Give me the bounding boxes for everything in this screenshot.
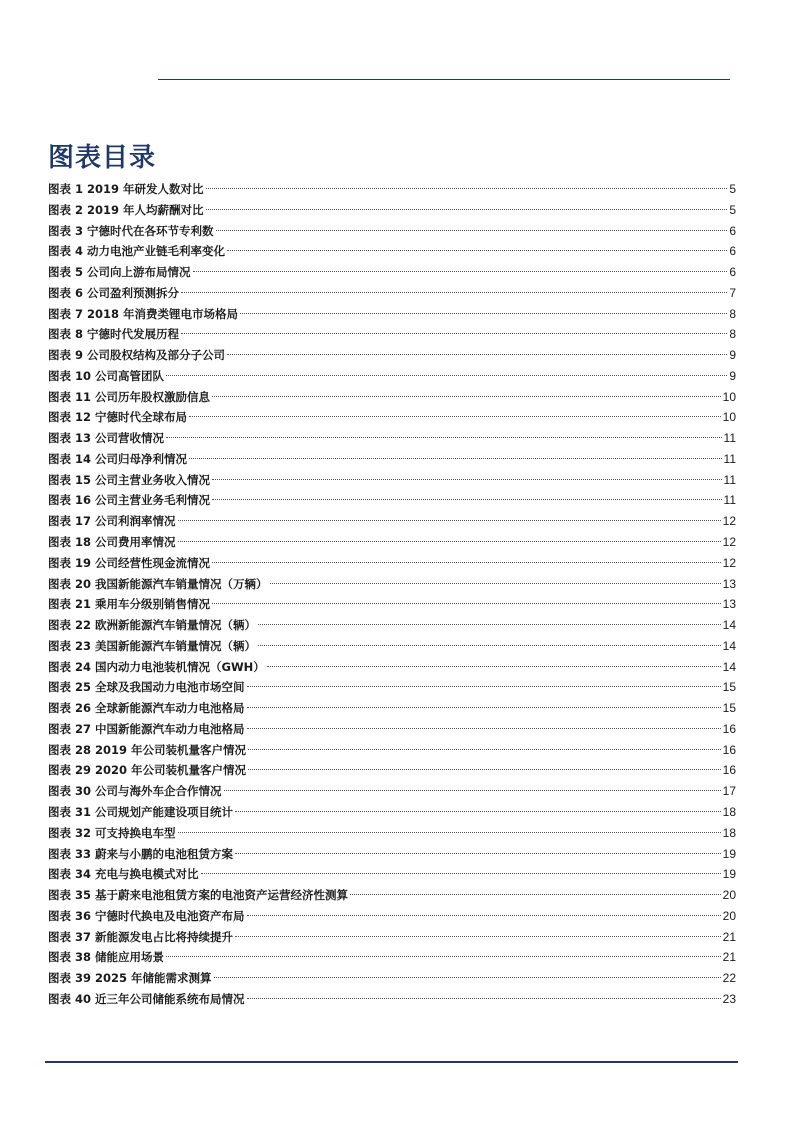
dot-leader	[206, 209, 728, 210]
toc-entry[interactable]	[48, 719, 736, 740]
page-title: 图表目录	[48, 143, 157, 173]
toc-entry-label: 图表 12 宁德时代全球布局	[48, 410, 188, 425]
dot-leader	[212, 499, 722, 500]
toc-entry[interactable]	[48, 553, 736, 574]
dot-leader	[193, 271, 728, 272]
toc-entry-page: 15	[722, 680, 736, 695]
toc-entry-page: 12	[722, 555, 736, 570]
dot-leader	[224, 790, 721, 791]
toc-entry-label: 图表 34 充电与换电模式对比	[48, 867, 199, 882]
toc-entry-label: 图表 37 新能源发电占比将持续提升	[48, 929, 234, 944]
toc-entry[interactable]	[48, 345, 736, 366]
toc-entry-page: 10	[722, 410, 736, 425]
toc-entry[interactable]	[48, 698, 736, 719]
toc-entry[interactable]	[48, 221, 736, 242]
toc-entry-label: 图表 18 公司费用率情况	[48, 535, 176, 550]
toc-entry[interactable]	[48, 657, 736, 678]
toc-entry[interactable]	[48, 324, 736, 345]
toc-entry-label: 图表 1 2019 年研发人数对比	[48, 182, 204, 196]
toc-entry-page: 16	[722, 742, 736, 757]
footer-rule	[45, 1061, 738, 1063]
toc-entry[interactable]	[48, 387, 736, 408]
toc-entry-page: 19	[722, 846, 736, 861]
toc-entry-page: 15	[722, 701, 736, 716]
dot-leader	[247, 686, 721, 687]
toc-entry-page: 13	[722, 576, 736, 591]
dot-leader	[206, 188, 728, 189]
toc-entry[interactable]	[48, 968, 736, 989]
toc-entry-label: 图表 30 公司与海外车企合作情况	[48, 784, 222, 799]
toc-entry-label: 图表 8 宁德时代发展历程	[48, 327, 180, 342]
toc-entry-page: 16	[722, 763, 736, 778]
dot-leader	[212, 603, 721, 604]
toc-entry[interactable]	[48, 241, 736, 262]
dot-leader	[235, 853, 721, 854]
toc-entry-label: 图表 15 公司主营业务收入情况	[48, 472, 211, 487]
toc-entry-page: 9	[729, 368, 736, 383]
toc-entry-label: 图表 27 中国新能源汽车动力电池格局	[48, 721, 245, 736]
toc-entry-label: 图表 4 动力电池产业链毛利率变化	[48, 244, 226, 259]
toc-entry-label: 图表 5 公司向上游布局情况	[48, 265, 191, 280]
toc-entry-page: 14	[722, 659, 736, 674]
toc-entry-page: 14	[722, 638, 736, 653]
toc-entry-label: 图表 24 国内动力电池装机情况（GWH）	[48, 659, 265, 674]
toc-entry-page: 6	[729, 265, 736, 280]
toc-entry-page: 11	[723, 451, 736, 466]
dot-leader	[178, 541, 721, 542]
dot-leader	[181, 292, 727, 293]
toc-entry-label: 图表 22 欧洲新能源汽车销量情况（辆）	[48, 618, 257, 633]
toc-entry[interactable]	[48, 490, 736, 511]
toc-entry[interactable]	[48, 179, 736, 200]
toc-entry-label: 图表 25 全球及我国动力电池市场空间	[48, 680, 245, 695]
toc-entry[interactable]	[48, 760, 736, 781]
toc-entry[interactable]	[48, 200, 736, 221]
toc-entry[interactable]	[48, 615, 736, 636]
toc-entry-label: 图表 13 公司营收情况	[48, 431, 165, 446]
toc-entry-page: 16	[722, 721, 736, 736]
toc-entry[interactable]	[48, 636, 736, 657]
toc-entry[interactable]	[48, 927, 736, 948]
toc-entry[interactable]	[48, 511, 736, 532]
dot-leader	[189, 458, 722, 459]
toc-entry[interactable]	[48, 262, 736, 283]
toc-entry[interactable]	[48, 823, 736, 844]
toc-entry[interactable]	[48, 802, 736, 823]
toc-entry-label: 图表 17 公司利润率情况	[48, 514, 176, 529]
dot-leader	[247, 707, 721, 708]
dot-leader	[189, 416, 721, 417]
dot-leader	[212, 479, 722, 480]
dot-leader	[201, 873, 721, 874]
toc-entry-page: 5	[729, 202, 736, 217]
toc-entry-page: 11	[723, 431, 736, 446]
dot-leader	[235, 936, 721, 937]
dot-leader	[248, 769, 721, 770]
toc-entry-page: 14	[722, 618, 736, 633]
toc-entry[interactable]	[48, 407, 736, 428]
toc-entry-page: 21	[722, 950, 736, 965]
dot-leader	[166, 956, 721, 957]
dot-leader	[247, 915, 721, 916]
toc-entry-page: 13	[722, 597, 736, 612]
dot-leader	[227, 354, 727, 355]
toc-entry-label: 图表 9 公司股权结构及部分子公司	[48, 348, 226, 363]
dot-leader	[350, 894, 721, 895]
toc-entry-page: 6	[729, 244, 736, 259]
toc-entry-label: 图表 38 储能应用场景	[48, 950, 165, 965]
dot-leader	[178, 832, 721, 833]
toc-entry[interactable]	[48, 470, 736, 491]
toc-entry-label: 图表 23 美国新能源汽车销量情况（辆）	[48, 638, 257, 653]
toc-entry-label: 图表 3 宁德时代在各环节专利数	[48, 223, 214, 238]
dot-leader	[212, 562, 721, 563]
toc-entry[interactable]	[48, 428, 736, 449]
dot-leader	[235, 811, 721, 812]
dot-leader	[258, 624, 721, 625]
toc-entry-label: 图表 29 2020 年公司装机量客户情况	[48, 763, 247, 778]
toc-entry-page: 19	[722, 867, 736, 882]
toc-entry[interactable]	[48, 677, 736, 698]
toc-entry-label: 图表 6 公司盈利预测拆分	[48, 285, 180, 300]
dot-leader	[240, 313, 727, 314]
toc-entry[interactable]	[48, 906, 736, 927]
toc-entry-page: 8	[729, 306, 736, 321]
dot-leader	[216, 230, 728, 231]
dot-leader	[212, 396, 721, 397]
toc-entry[interactable]	[48, 283, 736, 304]
toc-entry-label: 图表 26 全球新能源汽车动力电池格局	[48, 701, 245, 716]
dot-leader	[166, 375, 727, 376]
toc-entry-page: 5	[729, 182, 736, 196]
toc-entry-page: 20	[722, 908, 736, 923]
toc-entry-label: 图表 31 公司规划产能建设项目统计	[48, 804, 234, 819]
toc-entry-label: 图表 16 公司主营业务毛利情况	[48, 493, 211, 508]
dot-leader	[258, 645, 721, 646]
dot-leader	[270, 583, 721, 584]
toc-entry[interactable]	[48, 304, 736, 325]
dot-leader	[166, 437, 722, 438]
toc-entry-page: 10	[722, 389, 736, 404]
dot-leader	[178, 520, 721, 521]
toc-entry-page: 6	[729, 223, 736, 238]
dot-leader	[227, 250, 727, 251]
toc-entry[interactable]	[48, 781, 736, 802]
toc-entry-label: 图表 32 可支持换电车型	[48, 825, 176, 840]
toc-entry-page: 9	[729, 348, 736, 363]
toc-entry[interactable]	[48, 885, 736, 906]
toc-entry-page: 12	[722, 514, 736, 529]
toc-entry-page: 18	[722, 804, 736, 819]
toc-entry-label: 图表 36 宁德时代换电及电池资产布局	[48, 908, 245, 923]
table-of-figures	[48, 179, 736, 1010]
toc-entry-label: 图表 7 2018 年消费类锂电市场格局	[48, 306, 239, 321]
dot-leader	[214, 977, 721, 978]
toc-entry-page: 17	[722, 784, 736, 799]
header-rule	[158, 79, 730, 80]
toc-entry-label: 图表 28 2019 年公司装机量客户情况	[48, 742, 247, 757]
toc-entry[interactable]	[48, 366, 736, 387]
toc-entry-page: 8	[729, 327, 736, 342]
toc-entry[interactable]	[48, 594, 736, 615]
toc-entry-label: 图表 40 近三年公司储能系统布局情况	[48, 991, 245, 1006]
toc-entry-page: 23	[722, 991, 736, 1006]
dot-leader	[247, 998, 721, 999]
toc-entry-page: 18	[722, 825, 736, 840]
toc-entry-page: 21	[722, 929, 736, 944]
toc-entry-label: 图表 35 基于蔚来电池租赁方案的电池资产运营经济性测算	[48, 888, 349, 903]
toc-entry[interactable]	[48, 532, 736, 553]
toc-entry[interactable]	[48, 449, 736, 470]
toc-entry[interactable]	[48, 574, 736, 595]
dot-leader	[181, 333, 727, 334]
toc-entry-label: 图表 2 2019 年人均薪酬对比	[48, 202, 204, 217]
toc-entry-label: 图表 19 公司经营性现金流情况	[48, 555, 211, 570]
toc-entry[interactable]	[48, 864, 736, 885]
toc-entry-page: 12	[722, 535, 736, 550]
toc-entry-label: 图表 39 2025 年储能需求测算	[48, 971, 212, 986]
toc-entry-label: 图表 10 公司高管团队	[48, 368, 165, 383]
dot-leader	[247, 728, 721, 729]
toc-entry-page: 11	[723, 472, 736, 487]
toc-entry[interactable]	[48, 740, 736, 761]
toc-entry-label: 图表 14 公司归母净利情况	[48, 451, 188, 466]
dot-leader	[267, 666, 721, 667]
toc-entry-page: 20	[722, 888, 736, 903]
toc-entry[interactable]	[48, 989, 736, 1010]
toc-entry-label: 图表 11 公司历年股权激励信息	[48, 389, 211, 404]
toc-entry-label: 图表 33 蔚来与小鹏的电池租赁方案	[48, 846, 234, 861]
toc-entry-page: 11	[723, 493, 736, 508]
toc-entry-label: 图表 20 我国新能源汽车销量情况（万辆）	[48, 576, 268, 591]
dot-leader	[248, 749, 721, 750]
toc-entry-page: 7	[729, 285, 736, 300]
toc-entry-label: 图表 21 乘用车分级别销售情况	[48, 597, 211, 612]
toc-entry-page: 22	[722, 971, 736, 986]
toc-entry[interactable]	[48, 844, 736, 865]
toc-entry[interactable]	[48, 947, 736, 968]
